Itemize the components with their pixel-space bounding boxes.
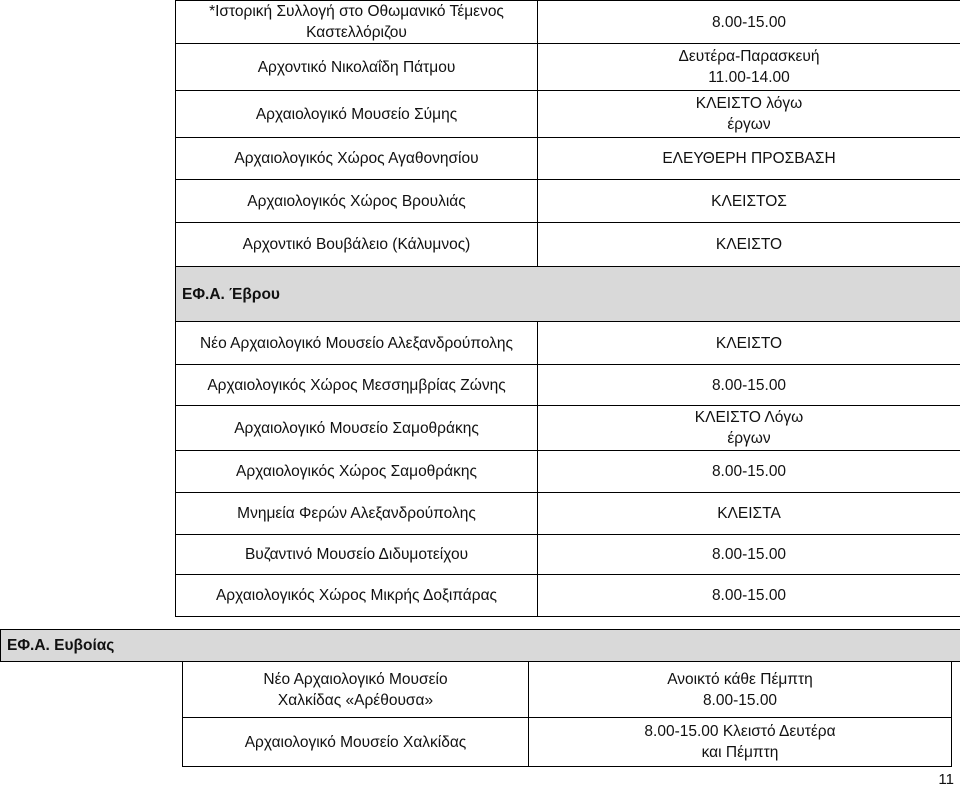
museum-name-cell: Αρχοντικό Νικολαΐδη Πάτμου [176,44,538,91]
opening-hours-cell: ΕΛΕΥΘΕΡΗ ΠΡΟΣΒΑΣΗ [538,138,960,180]
museum-name-cell: Αρχαιολογικό Μουσείο Σαμοθράκης [176,406,538,451]
blank-cell [176,662,183,767]
blank-cell [952,662,960,767]
museum-name-cell: Βυζαντινό Μουσείο Διδυμοτείχου [176,535,538,575]
table-row [176,322,960,365]
blank-cell [1,662,176,767]
museum-name-cell: Αρχαιολογικός Χώρος Μεσσημβρίας Ζώνης [176,365,538,406]
museum-name-cell: *Ιστορική Συλλογή στο Οθωμανικό Τέμενος Καστελλόριζου [176,1,538,44]
opening-hours-cell: ΚΛΕΙΣΤΟ [538,322,960,365]
table-row [176,1,960,44]
museum-name-cell: Αρχαιολογικός Χώρος Αγαθονησίου [176,138,538,180]
region-header-row [176,267,960,322]
museum-name-cell: Αρχαιολογικό Μουσείο Χαλκίδας [183,718,529,767]
region-header-evoias: ΕΦ.Α. Ευβοίας [1,630,960,662]
museum-name-cell: Αρχοντικό Βουβάλειο (Κάλυμνος) [176,223,538,267]
museum-name-cell: Νέο Αρχαιολογικό Μουσείο Χαλκίδας «Αρέθουσα» [183,662,529,718]
museum-hours-table-top [175,0,960,617]
table-row [176,493,960,535]
table-row [176,180,960,223]
opening-hours-cell: ΚΛΕΙΣΤΟΣ [538,180,960,223]
museum-name-cell: Αρχαιολογικός Χώρος Βρουλιάς [176,180,538,223]
opening-hours-cell: ΚΛΕΙΣΤΟ Λόγω έργων [538,406,960,451]
museum-name-cell: Αρχαιολογικό Μουσείο Σύμης [176,91,538,138]
table-row [176,451,960,493]
table-row [176,44,960,91]
table-row [176,365,960,406]
page-number: 11 [938,771,954,788]
table-row [176,575,960,617]
table-row [176,406,960,451]
opening-hours-cell: 8.00-15.00 [538,1,960,44]
museum-name-cell: Μνημεία Φερών Αλεξανδρούπολης [176,493,538,535]
region-header-evrou: ΕΦ.Α. Έβρου [176,267,960,322]
opening-hours-cell: 8.00-15.00 [538,535,960,575]
table-row [176,535,960,575]
opening-hours-cell: ΚΛΕΙΣΤΟ λόγω έργων [538,91,960,138]
table-row [1,662,960,718]
opening-hours-cell: 8.00-15.00 [538,365,960,406]
opening-hours-cell: Δευτέρα-Παρασκευή 11.00-14.00 [538,44,960,91]
opening-hours-cell: ΚΛΕΙΣΤΑ [538,493,960,535]
table-row [176,91,960,138]
opening-hours-cell: ΚΛΕΙΣΤΟ [538,223,960,267]
museum-name-cell: Αρχαιολογικός Χώρος Σαμοθράκης [176,451,538,493]
museum-hours-table-evoia [0,629,960,767]
museum-name-cell: Νέο Αρχαιολογικό Μουσείο Αλεξανδρούπολης [176,322,538,365]
museum-name-cell: Αρχαιολογικός Χώρος Μικρής Δοξιπάρας [176,575,538,617]
table-row [176,138,960,180]
table-row [176,223,960,267]
region-header-row [1,630,960,662]
opening-hours-cell: 8.00-15.00 [538,575,960,617]
opening-hours-cell: 8.00-15.00 Κλειστό Δευτέρα και Πέμπτη [529,718,952,767]
opening-hours-cell: Ανοικτό κάθε Πέμπτη 8.00-15.00 [529,662,952,718]
opening-hours-cell: 8.00-15.00 [538,451,960,493]
